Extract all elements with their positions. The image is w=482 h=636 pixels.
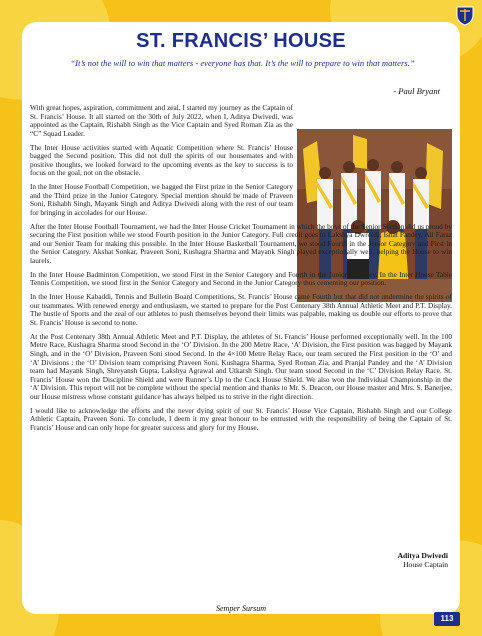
school-crest-icon bbox=[454, 4, 476, 26]
paragraph: In the Inter House Kabaddi, Tennis and Bulletin Board Competitions, St. Francis’ House came Fourth but that did not undermine the spirits of our teammates. With renewed energy and enthusiasm, we started to prepare for the Post Centenary 38th Annual Athletic Meet and P.T. Display. The hustle of Sports and the zeal of our athletes to push themselves beyond their limits was palpable, making us double our efforts to prove that St. Francis’ House is second to none. bbox=[30, 292, 452, 327]
signature-name: Aditya Dwivedi bbox=[397, 551, 448, 560]
paragraph: In the Inter House Badminton Competition, we stood First in the Senior Category and Fourth in the Junior Category. In the Inter House Table Tennis Competition, we stood first in the Senior Category and Second in the Junior Category thus cementing our position. bbox=[30, 269, 452, 288]
paragraph: With great hopes, aspiration, commitment and zeal, I started my journey as the Captain of St. Francis’ House. It all started on the 30th of July 2022, when I, Aditya Dwivedi, was appointed as the Captain, Rishabh Singh as the Vice Captain and Syed Roman Zia as the “C” Squad Leader. bbox=[30, 103, 293, 138]
footer-motto: Semper Sursum bbox=[216, 604, 266, 613]
signature-role: House Captain bbox=[403, 560, 448, 569]
paragraph: At the Post Centenary 38th Annual Athletic Meet and P.T. Display, the athletes of St. Francis’ House performed exceptionally well. In the 100 Metre Race, Kushagra Sharma stood Second in the ‘O’ Division. In the 200 Metre Race, ‘A’ Division, the First position was bagged by Mayank Singh, and in the ‘O’ Division, Praveen Soni stood Second. In the 4×100 Metre Relay Race, our team secured the First position in the ‘O’ and ‘A’ Divisions : the ‘O’ Division team comprising Praveen Soni, Kushagra Sharma, Syed Roman Zia, and Pranjal Pandey and the ‘A’ Division team had Mayank Singh, Shreyansh Gupta, Lakshya Agrawal and Utkarsh Singh. Our team stood Second in the ‘C’ Division Relay Race. St. Francis’ House won the Discipline Shield and were Runner’s Up to the Cock House Shield. We also won the Individual Championship in the ‘A’ Division. This report will not be complete without the special mention and thanks to Mr. S. Deacon, our House master and Mrs. S. Banerjee, our House mistress whose constant guidance has always helped us to strive in the right direction. bbox=[30, 331, 452, 401]
quote: “It’s not the will to win that matters - everyone has that. It’s the will to prepare to win that matters.” bbox=[70, 58, 415, 68]
paragraph: I would like to acknowledge the efforts and the never dying spirit of our St. Francis’ House Vice Captain, Rishabh Singh and our College Athletic Captain, Praveen Soni. To conclude, I deem it my great honour to be entrusted with the responsibility of being the Captain of St. Francis’ House and can only hope for greater success and glory for my House. bbox=[30, 405, 452, 432]
paragraph: The Inter House activities started with Aquatic Competition where St. Francis’ House bagged the Second position. This did not dull the spirits of our housemates and with positive thoughts, we looked forward to the upcoming events as the key to success is to focus on the goal, not on the obstacle. bbox=[30, 142, 293, 178]
paragraph: After the Inter House Football Tournament, we had the Inter House Cricket Tournament in which the boys of the Senior Section did us proud by securing the First position while we stood Fourth position in the Junior Category. Full credit goes to Lakshya Dwivedi, Ishat Pandey, Ali Faraz and our Senior Team for making this possible. In the Inter House Basketball Tournament, we stood Fourth in the Junior Category and First in the Senior Category. Akshat Sonkar, Praveen Soni, Kushagra Sharma and Mayank Singh played exceptionally well, helping the House to win laurels. bbox=[30, 221, 452, 266]
article-body bbox=[30, 104, 452, 438]
page-number: 113 bbox=[434, 612, 460, 626]
signature-block bbox=[398, 551, 448, 569]
paragraph: In the Inter House Football Competition, we bagged the First prize in the Senior Category and the Third prize in the Junior Category. Special mention should be made of Praveen Soni, Rishabh Singh, Mayank Singh and Aditya Dwivedi along with the rest of our team for bringing in accolades for our House. bbox=[30, 182, 293, 217]
page-title: ST. FRANCIS’ HOUSE bbox=[136, 30, 346, 52]
quote-author: - Paul Bryant bbox=[393, 86, 440, 96]
